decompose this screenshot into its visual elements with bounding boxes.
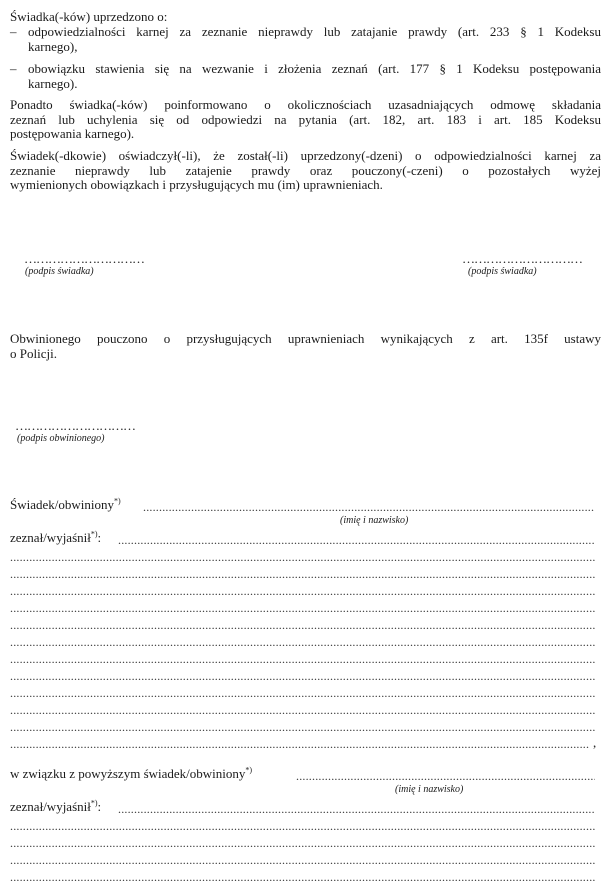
- testimony-line[interactable]: [10, 669, 595, 683]
- followup-label: w związku z powyższym świadek/obwiniony*): [10, 765, 253, 781]
- signature-label-right: (podpis świadka): [468, 266, 537, 277]
- paragraph-line: Ponadto świadka(-ków) poinformowano o okolicznościach uzasadniających odmowę składania: [10, 97, 601, 112]
- testimony-line[interactable]: [10, 635, 595, 649]
- paragraph-line: o Policji.: [10, 345, 57, 361]
- testimony-line[interactable]: [10, 584, 595, 598]
- paragraph-line: zeznań lub uchylenia się od odpowiedzi na pytania (art. 182, art. 183 i art. 185 Kodeksu: [10, 111, 601, 127]
- testimony-line[interactable]: [10, 737, 590, 751]
- testimony-line[interactable]: [10, 703, 595, 717]
- signature-line-left: …………………………: [24, 251, 144, 266]
- witness-accused-label: Świadek/obwiniony*): [10, 496, 121, 512]
- info-paragraph: [10, 98, 601, 142]
- bullet-line: odpowiedzialności karnej za zeznanie nieprawdy lub zatajanie prawdy (art. 233 § 1 Kodeksu: [28, 24, 601, 39]
- testified-label: zeznał/wyjaśnił*):: [10, 529, 102, 545]
- paragraph-line: Obwinionego pouczono o przysługujących uprawnieniach wynikających z art. 135f ustawy: [10, 331, 601, 346]
- bullet-item: [10, 62, 601, 91]
- testimony-line[interactable]: [10, 720, 595, 734]
- bullet-line: karnego).: [28, 75, 78, 91]
- signature-line-accused: …………………………: [15, 418, 135, 433]
- paragraph-line: postępowania karnego).: [10, 126, 135, 142]
- testimony-line[interactable]: [10, 686, 595, 700]
- testimony-line[interactable]: [118, 802, 595, 816]
- testimony-line[interactable]: [10, 853, 595, 867]
- name-field[interactable]: [143, 500, 595, 514]
- line-end-mark: ,: [593, 735, 597, 750]
- dash-mark: –: [10, 24, 17, 39]
- name-hint: (imię i nazwisko): [340, 515, 409, 526]
- signature-label-left: (podpis świadka): [25, 266, 94, 277]
- paragraph-line: Świadek(-dkowie) oświadczył(-li), że został(-li) uprzedzony(-dzeni) o odpowiedzialności karnej za: [10, 148, 601, 163]
- testimony-line[interactable]: [10, 601, 595, 615]
- name-hint: (imię i nazwisko): [395, 784, 464, 795]
- signature-line-right: …………………………: [462, 251, 582, 266]
- testimony-line[interactable]: [10, 819, 595, 833]
- name-field[interactable]: [296, 769, 595, 783]
- paragraph-line: wymienionych obowiązkach i przysługujących mu (im) uprawnieniach.: [10, 177, 383, 193]
- testimony-line[interactable]: [10, 618, 595, 632]
- paragraph-line: zeznanie nieprawdy lub zatajenie prawdy oraz pouczony(-czeni) o pozostałych wyżej: [10, 162, 601, 178]
- statement-paragraph: [10, 149, 601, 193]
- testimony-line[interactable]: [10, 870, 595, 884]
- testimony-line[interactable]: [10, 836, 595, 850]
- bullet-line: obowiązku stawienia się na wezwanie i złożenia zeznań (art. 177 § 1 Kodeksu postępowania: [28, 61, 601, 76]
- intro-text: Świadka(-ków) uprzedzono o:: [10, 9, 168, 24]
- accused-paragraph: [10, 332, 601, 361]
- bullet-item: [10, 25, 601, 54]
- bullet-line: karnego),: [28, 38, 78, 54]
- testified-label: zeznał/wyjaśnił*):: [10, 798, 102, 814]
- signature-label-accused: (podpis obwinionego): [17, 433, 105, 444]
- testimony-line[interactable]: [10, 550, 595, 564]
- testimony-line[interactable]: [118, 533, 595, 547]
- testimony-line[interactable]: [10, 652, 595, 666]
- testimony-line[interactable]: [10, 567, 595, 581]
- dash-mark: –: [10, 61, 17, 76]
